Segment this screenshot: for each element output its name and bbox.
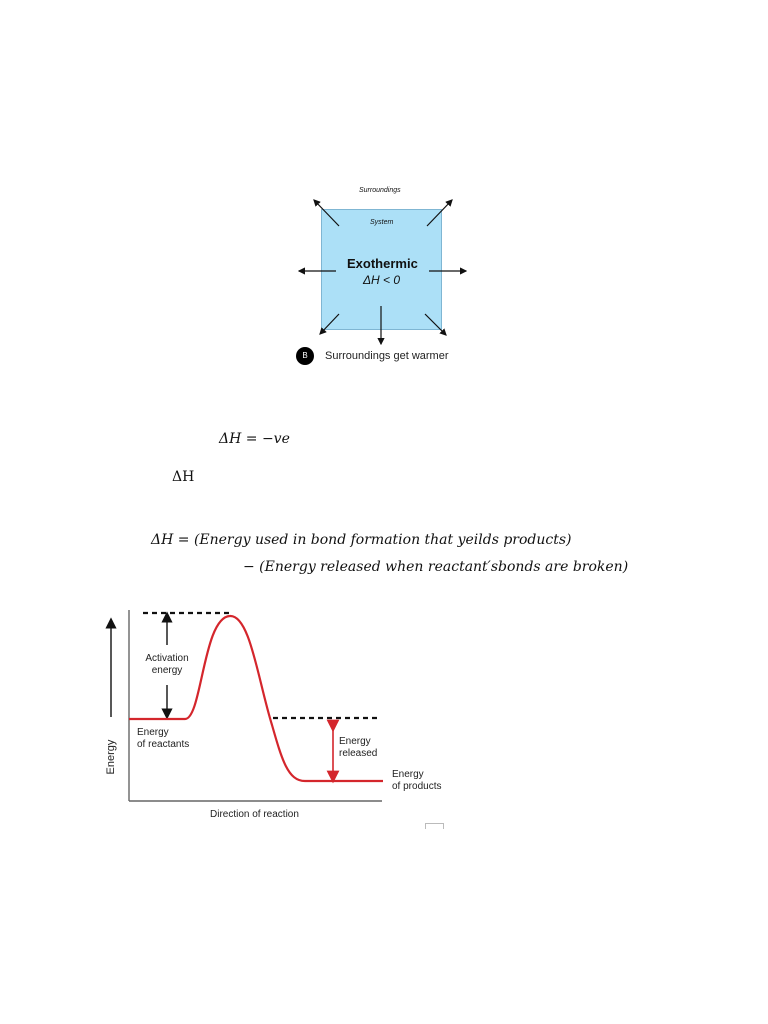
products-label-line-1: Energy — [392, 769, 424, 780]
delta-h-label: ΔH < 0 — [363, 273, 401, 287]
products-label-line-2: of products — [392, 781, 442, 792]
activation-label-line-1: Activation — [145, 653, 189, 664]
y-axis-label: Energy — [105, 739, 117, 775]
surroundings-label: Surroundings — [359, 187, 401, 194]
activation-label-line-2: energy — [151, 665, 183, 676]
equation-line-2: − (𝐸𝑛𝑒𝑟𝑔𝑦 𝑟𝑒𝑙𝑒𝑎𝑠𝑒𝑑 𝑤ℎ𝑒𝑛 𝑟𝑒𝑎𝑐𝑡𝑎𝑛𝑡′𝑠𝑏𝑜𝑛𝑑𝑠 𝑎𝑟𝑒 𝑏𝑟𝑜𝑘𝑒𝑛) — [243, 559, 629, 575]
released-label-line-2: released — [339, 748, 378, 759]
caption: Surroundings get warmer — [325, 350, 449, 362]
label-b-badge: B — [296, 347, 314, 365]
equation-delta-h-negative: 𝛥𝐻 = −𝑣𝑒 — [219, 431, 290, 447]
reactants-energy-label — [137, 727, 189, 751]
released-label-line-1: Energy — [339, 736, 371, 747]
arrow-top-left — [314, 200, 339, 226]
heat-arrows — [290, 180, 480, 370]
equation-line-1: 𝛥𝐻 = (𝐸𝑛𝑒𝑟𝑔𝑦 𝑢𝑠𝑒𝑑 𝑖𝑛 𝑏𝑜𝑛𝑑 𝑓𝑜𝑟𝑚𝑎𝑡𝑖𝑜𝑛 𝑡ℎ𝑎𝑡 𝑦𝑒𝑖𝑙𝑑𝑠 𝑝𝑟𝑜𝑑𝑢𝑐𝑡𝑠) — [151, 532, 572, 548]
reactants-label-line-1: Energy — [137, 727, 169, 738]
exothermic-title: Exothermic — [347, 256, 418, 271]
arrow-top-right — [427, 200, 452, 226]
energy-diagram — [100, 605, 460, 830]
products-energy-label — [392, 769, 441, 793]
activation-energy-label — [144, 653, 190, 677]
exothermic-figure — [290, 180, 480, 370]
system-label: System — [370, 219, 394, 226]
arrow-bottom-right — [425, 314, 446, 335]
reactants-label-line-2: of reactants — [137, 739, 190, 750]
delta-h-symbol: ΔH — [172, 469, 195, 485]
energy-released-label — [339, 736, 377, 760]
resize-handle — [425, 823, 444, 829]
x-axis-label: Direction of reaction — [210, 809, 299, 820]
energy-diagram-graphic — [100, 605, 460, 830]
arrow-bottom-left — [320, 314, 339, 334]
